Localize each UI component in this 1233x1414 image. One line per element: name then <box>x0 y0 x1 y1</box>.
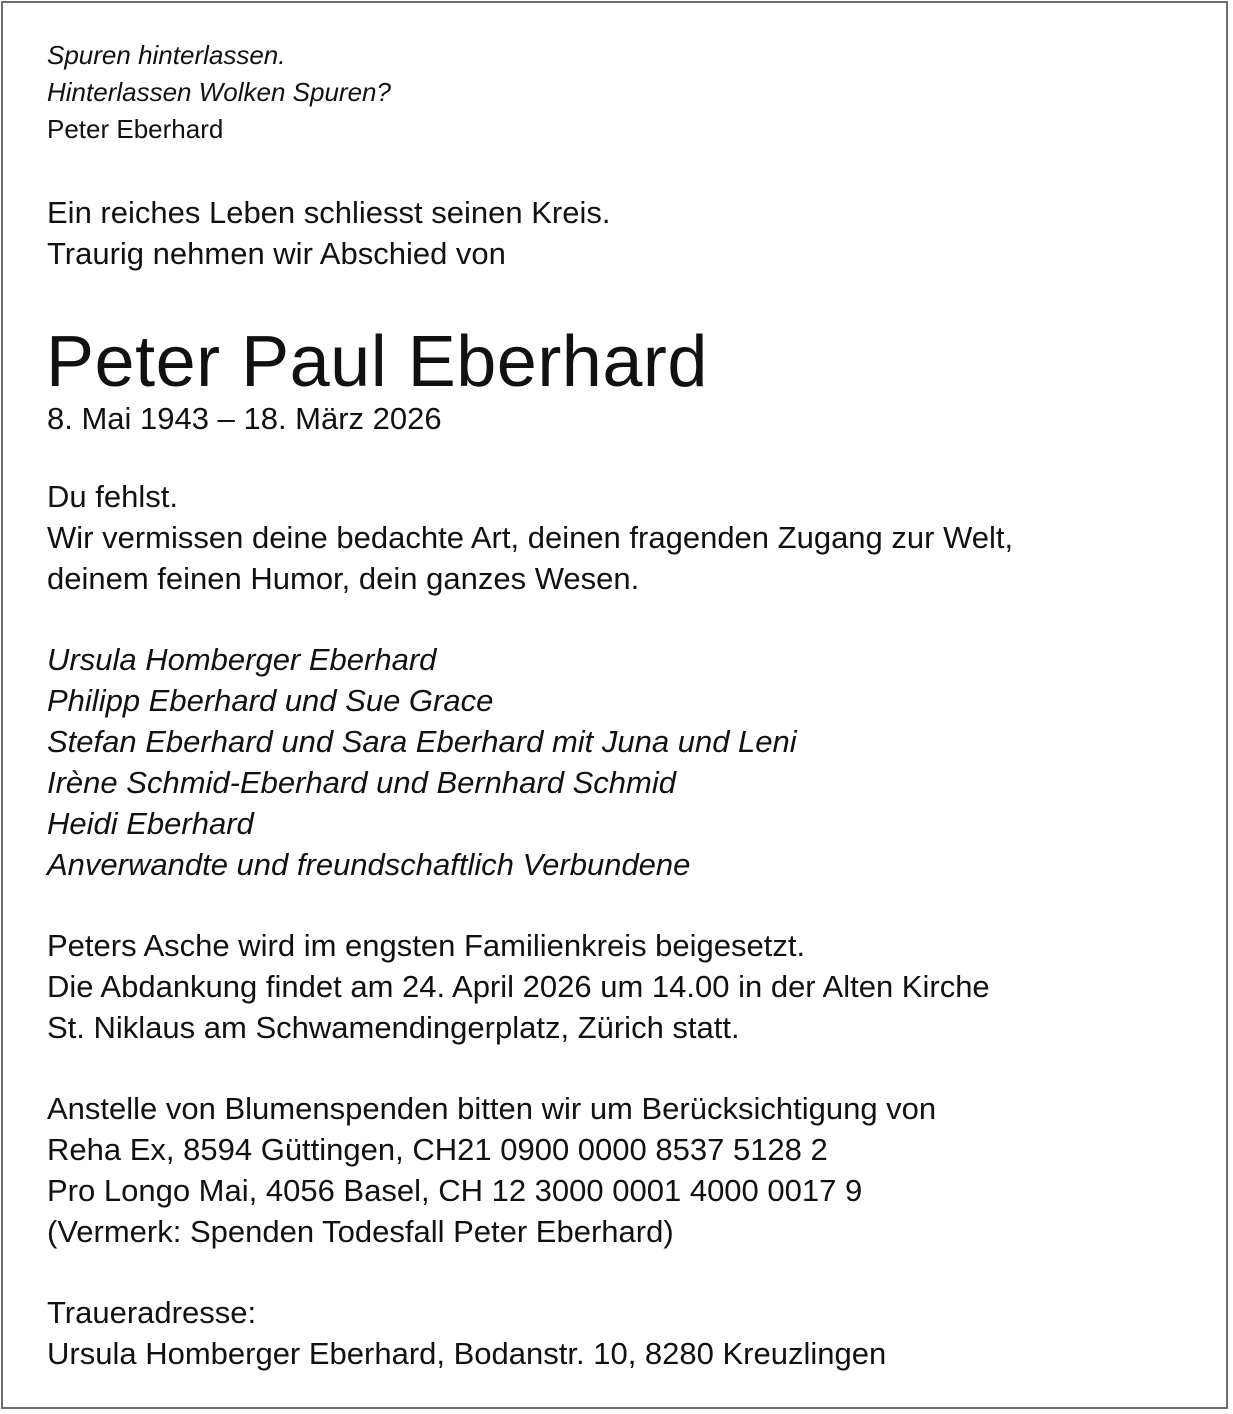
mourners-list <box>47 639 1207 885</box>
address-value: Ursula Homberger Eberhard, Bodanstr. 10, 8280 Kreuzlingen <box>47 1336 887 1371</box>
message-line: Wir vermissen deine bedachte Art, deinen fragenden Zugang zur Welt, <box>47 520 1014 555</box>
motto-author: Peter Eberhard <box>47 114 224 144</box>
message-text <box>47 476 1207 599</box>
motto-line: Hinterlassen Wolken Spuren? <box>47 77 391 107</box>
address-label: Traueradresse: <box>47 1295 257 1330</box>
intro-line: Ein reiches Leben schliesst seinen Kreis. <box>47 195 611 230</box>
motto-line: Spuren hinterlassen. <box>47 40 286 70</box>
obituary-notice <box>47 37 1207 1374</box>
deceased-name: Peter Paul Eberhard <box>46 322 708 402</box>
life-dates: 8. Mai 1943 – 18. März 2026 <box>47 401 442 436</box>
donation-line: Pro Longo Mai, 4056 Basel, CH 12 3000 0001 4000 0017 9 <box>47 1173 863 1208</box>
message-line: deinem feinen Humor, dein ganzes Wesen. <box>47 561 640 596</box>
donation-line: Anstelle von Blumenspenden bitten wir um Berücksichtigung von <box>47 1091 937 1126</box>
mourner-name: Stefan Eberhard und Sara Eberhard mit Juna und Leni <box>47 724 797 759</box>
mourner-name: Ursula Homberger Eberhard <box>47 642 437 677</box>
mourner-name: Philipp Eberhard und Sue Grace <box>47 683 494 718</box>
ceremony-line: St. Niklaus am Schwamendingerplatz, Zürich statt. <box>47 1010 740 1045</box>
donation-line: Reha Ex, 8594 Güttingen, CH21 0900 0000 8537 5128 2 <box>47 1132 828 1167</box>
intro-line: Traurig nehmen wir Abschied von <box>47 236 506 271</box>
motto-quote <box>47 37 1207 148</box>
mourner-name: Irène Schmid-Eberhard und Bernhard Schmid <box>47 765 676 800</box>
ceremony-line: Peters Asche wird im engsten Familienkreis beigesetzt. <box>47 928 806 963</box>
mourner-name: Anverwandte und freundschaftlich Verbundene <box>47 847 691 882</box>
mourner-name: Heidi Eberhard <box>47 806 254 841</box>
ceremony-info <box>47 925 1207 1048</box>
ceremony-line: Die Abdankung findet am 24. April 2026 um 14.00 in der Alten Kirche <box>47 969 990 1004</box>
donation-info <box>47 1088 1207 1252</box>
message-line: Du fehlst. <box>47 479 178 514</box>
donation-line: (Vermerk: Spenden Todesfall Peter Eberhard) <box>47 1214 674 1249</box>
mourning-address <box>47 1292 1207 1374</box>
intro-text <box>47 192 1207 274</box>
